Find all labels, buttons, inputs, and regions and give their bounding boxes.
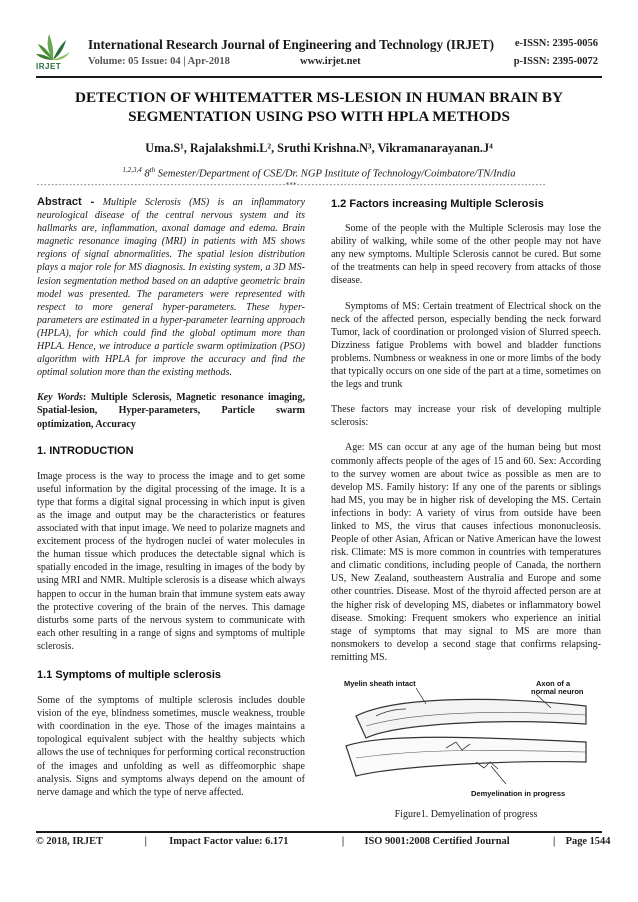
volume-issue: Volume: 05 Issue: 04 | Apr-2018 bbox=[88, 56, 230, 67]
paper-title-line-2: SEGMENTATION USING PSO WITH HPLA METHODS bbox=[128, 108, 510, 125]
keywords-text: : Multiple Sclerosis, Magnetic resonance imaging, Spatial-lesion, Hyper-parameters, Particle swarm optimization, Accuracy bbox=[37, 392, 305, 430]
figure-demyelination bbox=[336, 676, 600, 806]
right-column bbox=[331, 198, 601, 664]
factors-p3: These factors may increase your risk of developing multiple sclerosis: bbox=[331, 404, 601, 429]
intro-heading: 1. INTRODUCTION bbox=[37, 444, 134, 457]
label-axon-line-1: Axon of a bbox=[536, 679, 571, 688]
abstract-text: Multiple Sclerosis (MS) is an inflammatory neurological disease of the central nervous system and its hallmarks are, inflammation, axonal damage and edema. Brain magnetic resonance imaging (MRI) in patients with MS shows regions of signal abnormalities. The spatial lesion distribution plays a major role for MS diagnosis. In existing system, a 3D MS-lesion segmentation method based on an adaptive geometric brain model was presented. The parameters were represented with respect to more general hyper-parameters. These hyper-parameters are estimated in a hyper-parameter learning approach (HPLA), for which could find the global optimum more than HPLA. Hence, we introduce a particle swarm optimization (PSO) algorithm with HPLA for improve the accuracy and find the optimal solution more than the existing methods. bbox=[37, 197, 306, 379]
affil-th-sup: th bbox=[149, 166, 156, 174]
paper-title bbox=[40, 88, 598, 126]
separator-line: ---------------------------------------------------------------------***--------------------------------------------------------------------- bbox=[36, 181, 546, 189]
logo-text: IRJET bbox=[36, 62, 62, 71]
footer-impact: Impact Factor value: 6.171 bbox=[169, 836, 289, 847]
header-rule bbox=[36, 76, 602, 78]
label-axon-line-2: normal neuron bbox=[531, 687, 584, 696]
factors-p2: Symptoms of MS: Certain treatment of Electrical shock on the neck of the affected person, especially bending the neck forward Tumor, lack of coordination or prolonged vision of Slurred speech. Dizziness fatigue Problems with bowel and bladder functions problems. Numbness or weakness in one or more limbs of the body that typically occurs on one side of the part at a time, sometimes on the legs and trunk bbox=[331, 300, 601, 391]
factors-p1: Some of the people with the Multiple Sclerosis may lose the ability of walking, while some of the other people may not have any new symptoms. Multiple Sclerosis cannot be cured. But some of the treatments can help in speed recovery from attacks of those disease. bbox=[331, 223, 601, 287]
e-issn: e-ISSN: 2395-0056 bbox=[514, 38, 598, 49]
factors-p4: Age: MS can occur at any age of the human being but most commonly affects people of the ages of 15 and 60. Sex: According to the survey women are about twice as possible as men are to develop MS. Family history: If any one of the parents or siblings had MS, you may be in higher risk of developing the MS. Certain infections in body: A variety of virus from outside have been linked to MS, the virus that causes infectious mononucleosis. People of other Asian, African or Native American have the lowest risk. Climate: MS is more common in countries with temperatures and climatic conditions, including people of Canada, the northern US, New Zealand, southeastern Australia and Europe and some other countries. Disease. Most of the thyroid affected person are at the higher risk of developing MS, diabetes or inflammatory bowel disease. Smoking: Frequent smokers who experience an initial stage of symptoms that may signal to MS are more than nonsmokers to develop a second stage that confirms relapsing-remitting MS. bbox=[331, 442, 601, 663]
affil-th-pre: 8 bbox=[144, 168, 150, 180]
affil-text: Semester/Department of CSE/Dr. NGP Institute of Technology/Coimbatore/TN/India bbox=[155, 168, 516, 180]
page-footer: © 2018, IRJET | Impact Factor value: 6.171 | ISO 9001:2008 Certified Journal | Page 1544 bbox=[36, 836, 611, 847]
p-issn: p-ISSN: 2395-0072 bbox=[513, 56, 598, 67]
journal-header bbox=[0, 0, 638, 80]
journal-title: International Research Journal of Engineering and Technology (IRJET) bbox=[88, 37, 495, 52]
abstract bbox=[37, 196, 305, 379]
keywords-label: Key Words bbox=[37, 392, 83, 404]
footer-iso: ISO 9001:2008 Certified Journal bbox=[364, 836, 510, 847]
abstract-label: Abstract - bbox=[37, 196, 95, 208]
label-myelin: Myelin sheath intact bbox=[344, 679, 416, 688]
footer-copyright: © 2018, IRJET bbox=[36, 836, 103, 847]
figure-caption: Figure1. Demyelination of progress bbox=[394, 809, 538, 820]
footer-rule bbox=[36, 831, 602, 833]
symptoms-heading: 1.1 Symptoms of multiple sclerosis bbox=[37, 669, 222, 681]
left-column bbox=[37, 196, 305, 799]
intro-text: Image process is the way to process the image and to get some useful information by the digital processing of the image. It is a type that forms a digital signal processing in which input is given as the image and output may be the characteristics or features associated with that input image. We need to polarize magnets and excitement process of the hydrogen nuclei of water molecules in the human tissue which produces the detectable signal which is spatially encoded in the image, resulting in images of the body by using MRI and NMR. Multiple sclerosis is a disease which always happen to occur in the human brain that immune system eats away the protective covering of the brain of the nerves. This damage disturbs some parts of the nervous system to communicate with each other resulting in a range of signs and symptoms of multiple sclerosis. bbox=[37, 470, 305, 652]
affil-sup: 1,2,3,4 bbox=[122, 166, 142, 174]
label-demyelination: Demyelination in progress bbox=[471, 789, 566, 798]
affiliation bbox=[40, 166, 598, 180]
paper-title-line-1: DETECTION OF WHITEMATTER MS-LESION IN HUMAN BRAIN BY bbox=[75, 89, 563, 106]
factors-heading: 1.2 Factors increasing Multiple Sclerosis bbox=[331, 198, 544, 210]
footer-page: Page 1544 bbox=[565, 836, 611, 847]
symptoms-text: Some of the symptoms of multiple sclerosis includes double vision of the eye, blindness sometimes, muscle weakness, trouble with coordination in the eye. Those of the images maintains a topological equivalent subject with the healthy subjects which allows the use of techniques for performing cortical reconstruction of the images and unfolding as well as diffeomorphic shape analysis. Signs and symptoms always depend on the amount of nerve damage and which the type of nerve affected. bbox=[37, 695, 305, 798]
journal-website[interactable]: www.irjet.net bbox=[300, 56, 361, 67]
keywords bbox=[37, 391, 305, 430]
authors: Uma.S¹, Rajalakshmi.L², Sruthi Krishna.N³, Vikramanarayanan.J⁴ bbox=[145, 141, 493, 155]
neuron-illustration-icon bbox=[336, 676, 600, 806]
